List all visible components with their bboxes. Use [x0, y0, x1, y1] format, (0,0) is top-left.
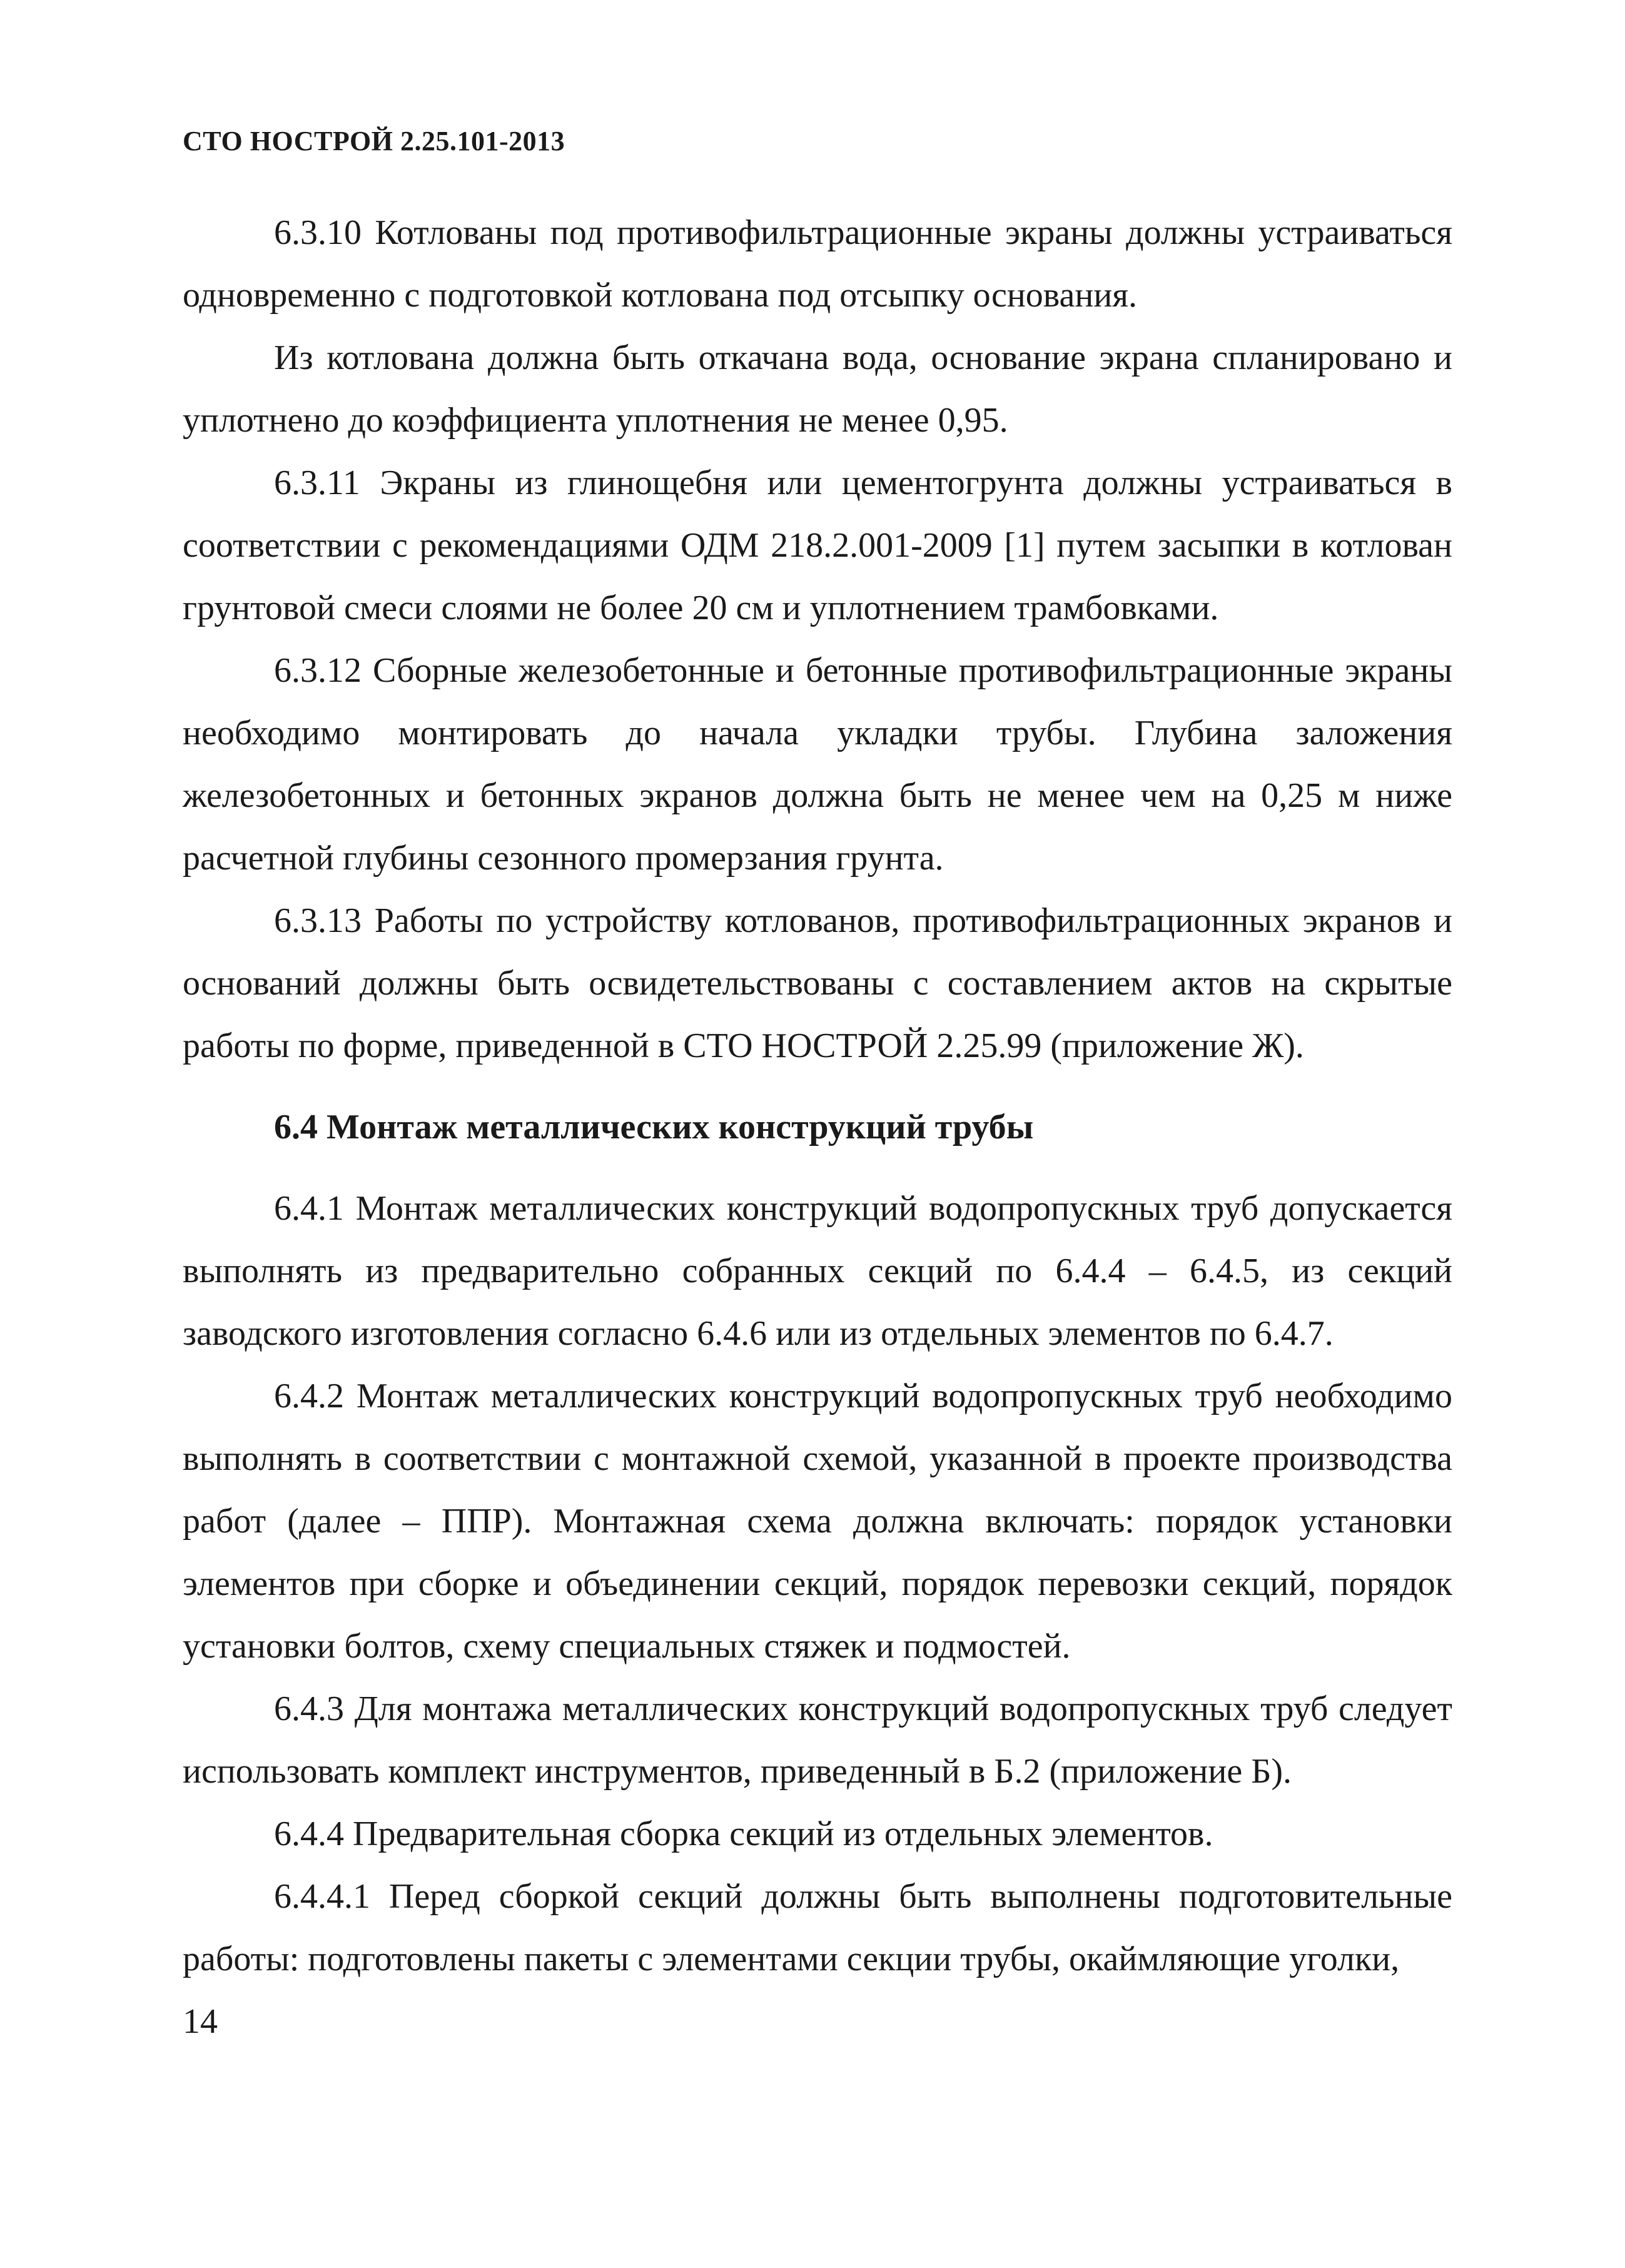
document-body — [183, 201, 1452, 1990]
paragraph-6-4-4-1: 6.4.4.1 Перед сборкой секций должны быть выполнены подготовительные работы: подготовлены пакеты с элементами секции трубы, окаймляющие уголки, — [183, 1877, 1452, 1978]
paragraph-6-3-12: 6.3.12 Сборные железобетонные и бетонные противофильтрационные экраны необходимо монтировать до начала укладки трубы. Глубина заложения железобетонных и бетонных экранов должна быть не менее чем на 0,25 м ниже расчетной глубины сезонного промерзания грунта. — [183, 651, 1452, 878]
paragraph-6-4-2: 6.4.2 Монтаж металлических конструкций водопропускных труб необходимо выполнять в соответствии с монтажной схемой, указанной в проекте производства работ (далее – ППР). Монтажная схема должна включать: порядок установки элементов при сборке и объединении секций, порядок перевозки секций, порядок установки болтов, схему специальных стяжек и подмостей. — [183, 1377, 1452, 1666]
paragraph-6-3-11: 6.3.11 Экраны из глинощебня или цементогрунта должны устраиваться в соответствии с рекомендациями ОДМ 218.2.001-2009 [1] путем засыпки в котлован грунтовой смеси слоями не более 20 см и уплотнением трамбовками. — [183, 463, 1452, 627]
section-heading-6-4: 6.4 Монтаж металлических конструкций трубы — [274, 1108, 1034, 1147]
paragraph-6-3-10-cont: Из котлована должна быть откачана вода, основание экрана спланировано и уплотнено до коэффициента уплотнения не менее 0,95. — [183, 338, 1452, 440]
paragraph-6-4-3: 6.4.3 Для монтажа металлических конструкций водопропускных труб следует использовать комплект инструментов, приведенный в Б.2 (приложение Б). — [183, 1689, 1452, 1791]
document-header: СТО НОСТРОЙ 2.25.101-2013 — [183, 126, 565, 156]
page-number: 14 — [183, 2002, 218, 2041]
paragraph-6-4-1: 6.4.1 Монтаж металлических конструкций водопропускных труб допускается выполнять из предварительно собранных секций по 6.4.4 – 6.4.5, из секций заводского изготовления согласно 6.4.6 или из отдельных элементов по 6.4.7. — [183, 1189, 1452, 1353]
paragraph-6-4-4: 6.4.4 Предварительная сборка секций из отдельных элементов. — [274, 1815, 1213, 1853]
paragraph-6-3-10: 6.3.10 Котлованы под противофильтрационные экраны должны устраиваться одновременно с подготовкой котлована под отсыпку основания. — [183, 213, 1452, 315]
paragraph-6-3-13: 6.3.13 Работы по устройству котлованов, противофильтрационных экранов и оснований должны быть освидетельствованы с составлением актов на скрытые работы по форме, приведенной в СТО НОСТРОЙ 2.25.99 (приложение Ж). — [183, 901, 1452, 1065]
